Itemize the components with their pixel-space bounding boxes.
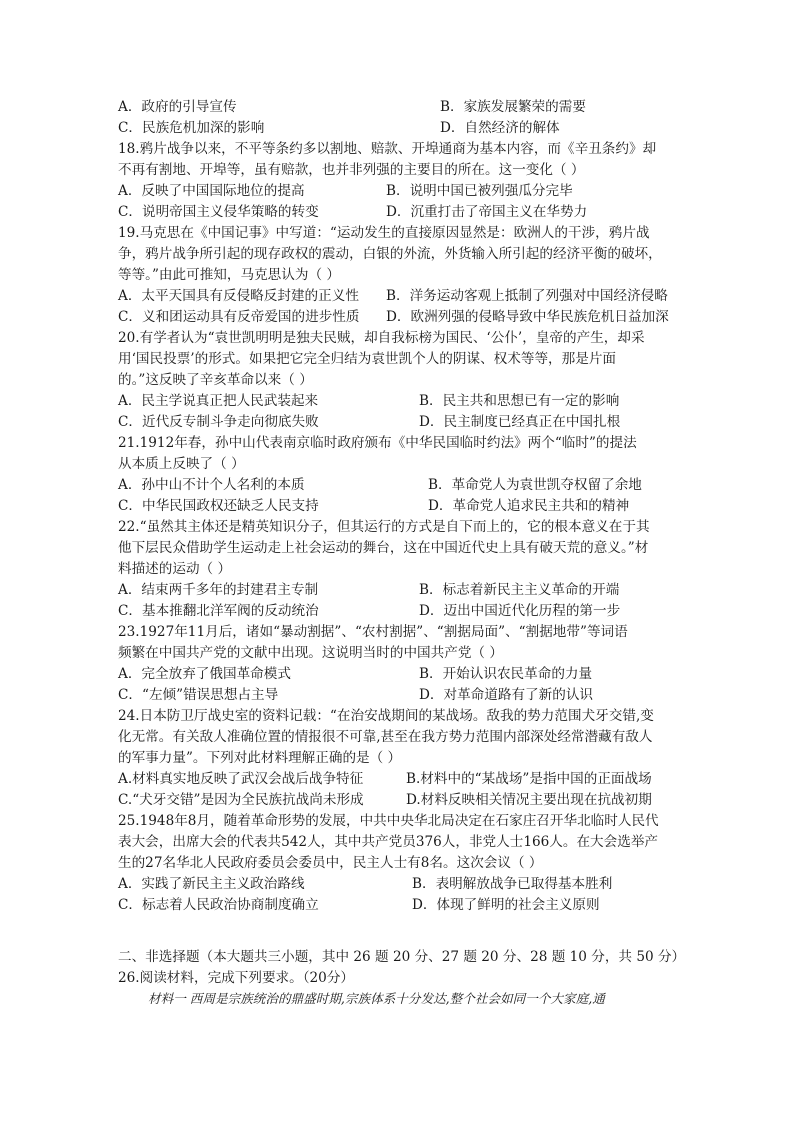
q20-option-c: C．近代反专制斗争走向彻底失败 bbox=[118, 414, 319, 430]
q23-option-a: A．完全放弃了俄国革命模式 bbox=[118, 666, 291, 682]
q23-option-c: C．“左倾”错误思想占主导 bbox=[118, 687, 279, 703]
q25-stem-line-1: 25.1948年8月，随着革命形势的发展，中共中央华北局决定在石家庄召开华北临时人民代 bbox=[118, 813, 659, 829]
q20-option-a: A．民主学说真正把人民武装起来 bbox=[118, 393, 319, 409]
q17-option-c: C．民族危机加深的影响 bbox=[118, 120, 265, 136]
q24-option-c: C.“犬牙交错”是因为全民族抗战尚未形成 bbox=[118, 792, 364, 808]
q20-stem-line-3: 的。”这反映了辛亥革命以来（ ） bbox=[118, 372, 313, 388]
q21-option-a: A．孙中山不计个人名利的本质 bbox=[118, 477, 305, 493]
q23-option-b: B．开始认识农民革命的力量 bbox=[419, 666, 593, 682]
q18-option-b: B．说明中国已被列强瓜分完毕 bbox=[386, 183, 573, 199]
q22-option-b: B．标志着新民主主义革命的开端 bbox=[419, 582, 620, 598]
q23-option-d: D．对革命道路有了新的认识 bbox=[419, 687, 594, 703]
q19-option-b: B．洋务运动客观上抵制了列强对中国经济侵略 bbox=[386, 288, 668, 304]
q17-option-a: A．政府的引导宣传 bbox=[118, 99, 237, 115]
q24-stem-line-3: 的军事力量”。下列对此材料理解正确的是（ ） bbox=[118, 750, 402, 766]
q23-stem-line-2: 频繁在中国共产党的文献中出现。这说明当时的中国共产党（ ） bbox=[118, 645, 503, 661]
q26-material-1: 材料一 西周是宗族统治的鼎盛时期,宗族体系十分发达,整个社会如同一个大家庭,通 bbox=[148, 991, 605, 1006]
q23-stem-line-1: 23.1927年11月后，诸如“暴动割据”、“农村割据”、“割据局面”、“割据地带”等词语 bbox=[118, 624, 628, 640]
q24-stem-line-1: 24.日本防卫厅战史室的资料记载：“在治安战期间的某战场。敌我的势力范围犬牙交错,变 bbox=[118, 708, 654, 724]
q25-option-b: B．表明解放战争已取得基本胜利 bbox=[412, 876, 613, 892]
q26-stem: 26.阅读材料，完成下列要求。（20分） bbox=[118, 970, 355, 986]
q17-option-b: B．家族发展繁荣的需要 bbox=[440, 99, 586, 115]
q25-option-a: A．实践了新民主主义政治路线 bbox=[118, 876, 305, 892]
q22-option-d: D．迈出中国近代化历程的第一步 bbox=[419, 603, 621, 619]
q22-option-a: A．结束两千多年的封建君主专制 bbox=[118, 582, 319, 598]
q24-option-b: B.材料中的“某战场”是指中国的正面战场 bbox=[406, 771, 652, 787]
q22-stem-line-3: 料描述的运动（ ） bbox=[118, 561, 232, 577]
q18-option-a: A．反映了中国国际地位的提高 bbox=[118, 183, 305, 199]
q19-option-c: C．义和团运动具有反帝爱国的进步性质 bbox=[118, 309, 360, 325]
q20-stem-line-2: 用‘国民投票’的形式。如果把它完全归结为袁世凯个人的阴谋、权术等等，那是片面 bbox=[118, 351, 617, 367]
q20-option-d: D．民主制度已经真正在中国扎根 bbox=[419, 414, 621, 430]
q18-option-d: D．沉重打击了帝国主义在华势力 bbox=[386, 204, 588, 220]
q24-stem-line-2: 化无常。有关敌人准确位置的情报很不可靠,甚至在我方势力范围内部深处经常潜藏有敌人 bbox=[118, 729, 653, 745]
q21-stem-line-2: 从本质上反映了（ ） bbox=[118, 456, 245, 472]
q18-stem-line-1: 18.鸦片战争以来，不平等条约多以割地、赔款、开埠通商为基本内容，而《辛丑条约》却 bbox=[118, 141, 657, 157]
q17-option-d: D．自然经济的解体 bbox=[440, 120, 560, 136]
q24-option-d: D.材料反映相关情况主要出现在抗战初期 bbox=[406, 792, 652, 808]
q21-option-b: B．革命党人为袁世凯夺权留了余地 bbox=[428, 477, 642, 493]
q19-stem-line-1: 19.马克思在《中国记事》中写道：“运动发生的直接原因显然是：欧洲人的干涉，鸦片战 bbox=[118, 225, 650, 241]
q25-stem-line-3: 生的27名华北人民政府委员会委员中，民主人士有8名。这次会议（ ） bbox=[118, 855, 543, 871]
q21-option-d: D．革命党人追求民主共和的精神 bbox=[428, 498, 630, 514]
q18-option-c: C．说明帝国主义侵华策略的转变 bbox=[118, 204, 319, 220]
q20-option-b: B．民主共和思想已有一定的影响 bbox=[419, 393, 620, 409]
q19-option-d: D．欧洲列强的侵略导致中华民族危机日益加深 bbox=[386, 309, 669, 325]
q24-option-a: A.材料真实地反映了武汉会战后战争特征 bbox=[118, 771, 364, 787]
q22-option-c: C．基本推翻北洋军阀的反动统治 bbox=[118, 603, 319, 619]
q21-stem-line-1: 21.1912年春，孙中山代表南京临时政府颁布《中华民国临时约法》两个“临时”的提法 bbox=[118, 435, 637, 451]
q21-option-c: C．中华民国政权还缺乏人民支持 bbox=[118, 498, 319, 514]
q22-stem-line-2: 他下层民众借助学生运动走上社会运动的舞台，这在中国近代史上具有破天荒的意义。”材 bbox=[118, 540, 649, 556]
q19-stem-line-2: 争，鸦片战争所引起的现存政权的震动，白银的外流，外货输入所引起的经济平衡的破坏， bbox=[118, 246, 662, 262]
q19-stem-line-3: 等等。”由此可推知，马克思认为（ ） bbox=[118, 267, 340, 283]
q25-option-c: C．标志着人民政治协商制度确立 bbox=[118, 897, 319, 913]
q25-option-d: D．体现了鲜明的社会主义原则 bbox=[412, 897, 600, 913]
q20-stem-line-1: 20.有学者认为“袁世凯明明是独夫民贼，却自我标榜为国民、‘公仆’，皇帝的产生，却采 bbox=[118, 330, 645, 346]
q18-stem-line-2: 不再有割地、开埠等，虽有赔款，也并非列强的主要目的所在。这一变化（ ） bbox=[118, 162, 585, 178]
section-heading: 二、非选择题（本大题共三小题，其中 26 题 20 分、27 题 20 分、28 题 10 分，共 50 分） bbox=[118, 949, 686, 965]
q22-stem-line-1: 22.“虽然其主体还是精英知识分子，但其运行的方式是自下而上的，它的根本意义在于其 bbox=[118, 519, 650, 535]
q25-stem-line-2: 表大会，出席大会的代表共542人，其中共产党员376人，非党人士166人。在大会选举产 bbox=[118, 834, 659, 850]
q19-option-a: A．太平天国具有反侵略反封建的正义性 bbox=[118, 288, 359, 304]
